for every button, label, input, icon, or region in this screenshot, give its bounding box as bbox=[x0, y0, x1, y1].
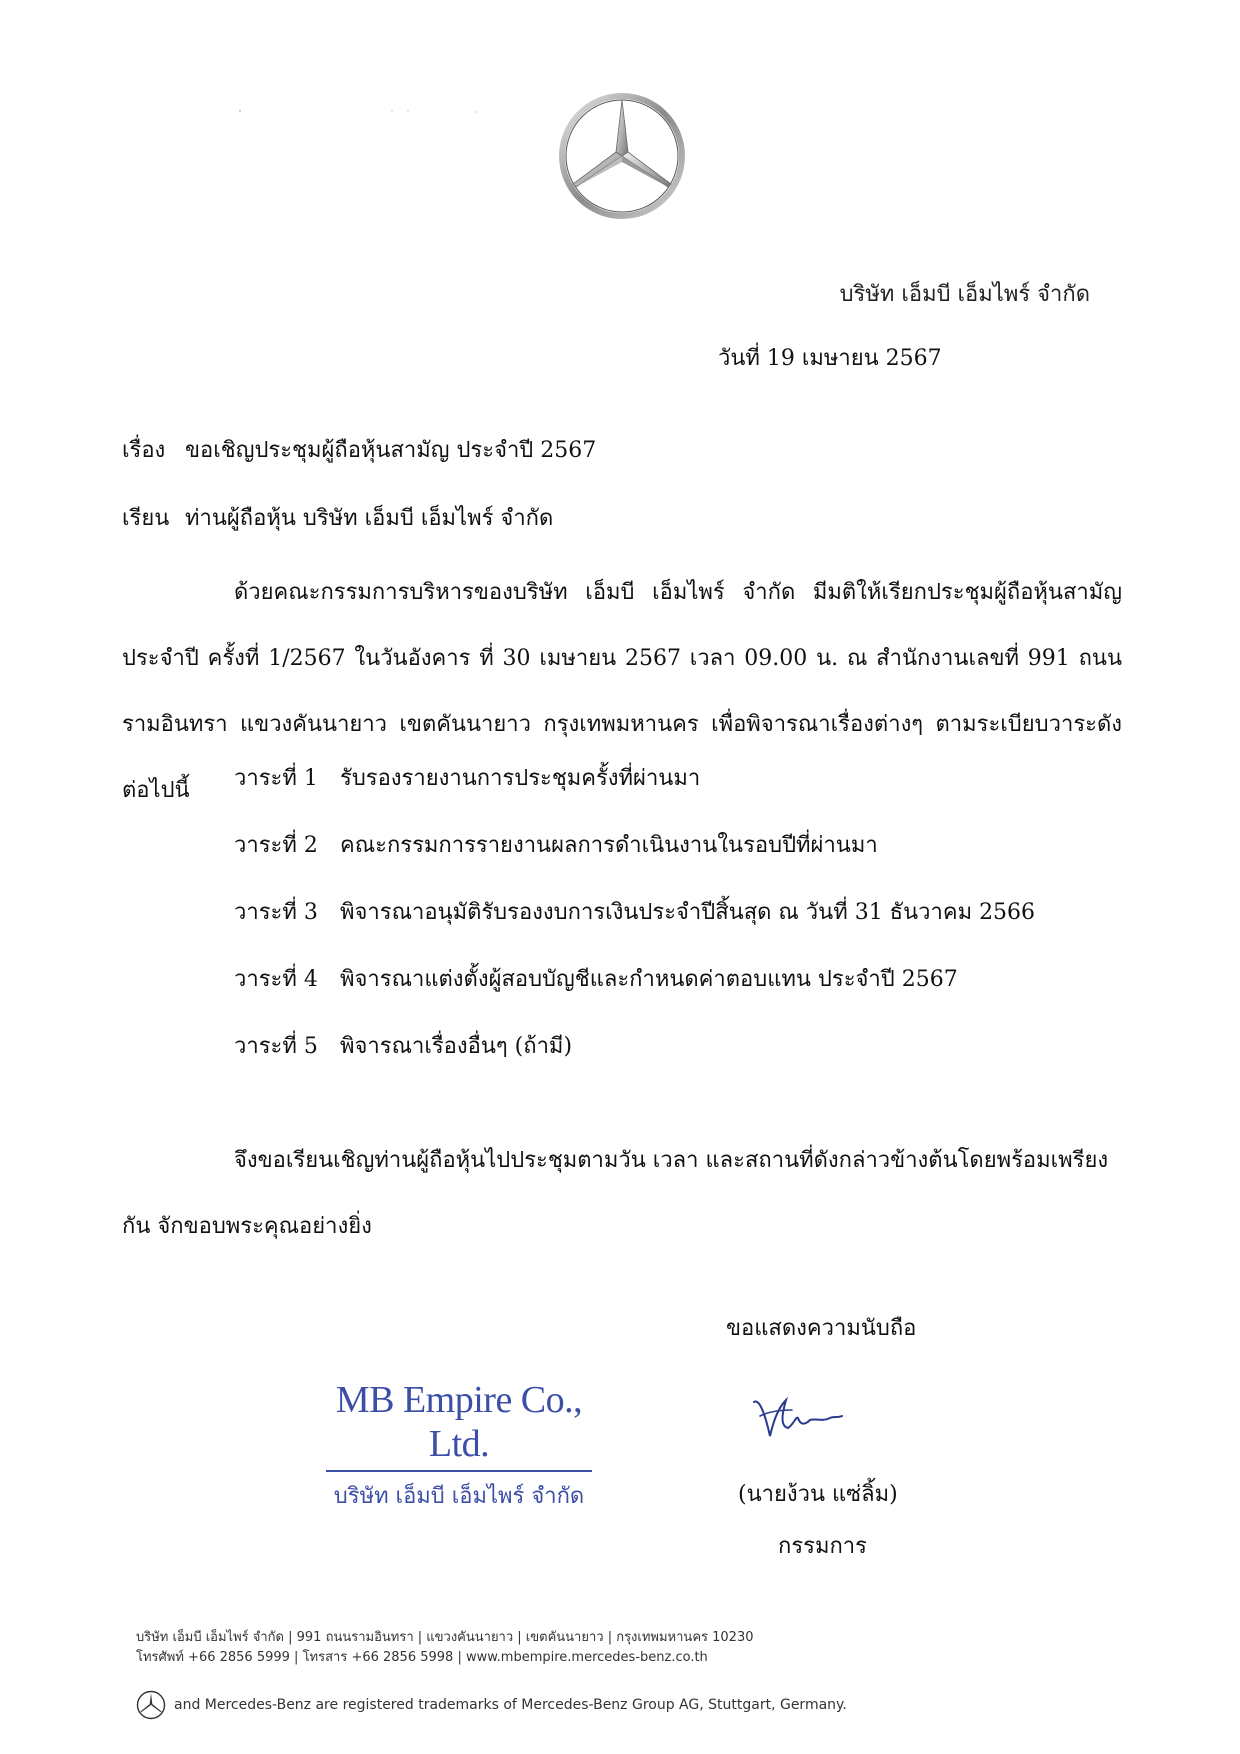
stamp-name-en: MB Empire Co., Ltd. bbox=[335, 1379, 583, 1465]
closing-salutation: ขอแสดงความนับถือ bbox=[726, 1316, 917, 1341]
agenda-text: รับรองรายงานการประชุมครั้งที่ผ่านมา bbox=[340, 766, 701, 791]
subject-line bbox=[122, 432, 596, 467]
mercedes-star-icon bbox=[136, 1690, 166, 1720]
stamp-rule bbox=[326, 1470, 592, 1472]
agenda-number: วาระที่ 4 bbox=[234, 967, 318, 992]
agenda-number: วาระที่ 5 bbox=[234, 1034, 318, 1059]
company-stamp bbox=[318, 1378, 600, 1513]
subject-text: ขอเชิญประชุมผู้ถือหุ้นสามัญ ประจำปี 2567 bbox=[185, 438, 597, 463]
signer-title: กรรมการ bbox=[778, 1534, 867, 1559]
recipient-line bbox=[122, 500, 553, 535]
recipient-text: ท่านผู้ถือหุ้น บริษัท เอ็มบี เอ็มไพร์ จำกัด bbox=[185, 506, 554, 531]
letter-date: วันที่ 19 เมษายน 2567 bbox=[718, 346, 942, 371]
agenda-list bbox=[234, 760, 1035, 1095]
agenda-item bbox=[234, 760, 1035, 827]
body-paragraph-2: จึงขอเรียนเชิญท่านผู้ถือหุ้นไปประชุมตามวัน เวลา และสถานที่ดังกล่าวข้างต้นโดยพร้อมเพรียงกัน จักขอบพระคุณอย่างยิ่ง bbox=[122, 1148, 1109, 1239]
agenda-text: คณะกรรมการรายงานผลการดำเนินงานในรอบปีที่ผ่านมา bbox=[340, 833, 878, 858]
agenda-text: พิจารณาแต่งตั้งผู้สอบบัญชีและกำหนดค่าตอบแทน ประจำปี 2567 bbox=[340, 967, 958, 992]
recipient-label: เรียน bbox=[122, 506, 170, 531]
agenda-item bbox=[234, 894, 1035, 961]
subject-label: เรื่อง bbox=[122, 438, 166, 463]
mercedes-star-icon bbox=[558, 92, 686, 220]
agenda-number: วาระที่ 3 bbox=[234, 900, 318, 925]
agenda-number: วาระที่ 2 bbox=[234, 833, 318, 858]
footer-contact: โทรศัพท์ +66 2856 5999 | โทรสาร +66 2856 5998 | www.mbempire.mercedes-benz.co.th bbox=[136, 1650, 708, 1665]
trademark-text: and Mercedes-Benz are registered trademarks of Mercedes-Benz Group AG, Stuttgart, Germany. bbox=[174, 1697, 847, 1713]
signature bbox=[746, 1388, 846, 1452]
agenda-text: พิจารณาอนุมัติรับรองงบการเงินประจำปีสิ้นสุด ณ วันที่ 31 ธันวาคม 2566 bbox=[340, 900, 1036, 925]
agenda-item bbox=[234, 827, 1035, 894]
agenda-item bbox=[234, 961, 1035, 1028]
signer-name: (นายง้วน แซ่ลิ้ม) bbox=[738, 1482, 898, 1507]
stamp-name-th: บริษัท เอ็มบี เอ็มไพร์ จำกัด bbox=[333, 1484, 585, 1509]
footer-address: บริษัท เอ็มบี เอ็มไพร์ จำกัด | 991 ถนนรามอินทรา | แขวงคันนายาว | เขตคันนายาว | กรุงเทพมหานคร 10230 bbox=[136, 1630, 754, 1645]
scan-specks bbox=[236, 108, 496, 114]
agenda-number: วาระที่ 1 bbox=[234, 766, 318, 791]
footer-trademark bbox=[136, 1690, 847, 1720]
agenda-text: พิจารณาเรื่องอื่นๆ (ถ้ามี) bbox=[340, 1034, 573, 1059]
agenda-item bbox=[234, 1028, 1035, 1095]
body-paragraph-1: ด้วยคณะกรรมการบริหารของบริษัท เอ็มบี เอ็มไพร์ จำกัด มีมติให้เรียกประชุมผู้ถือหุ้นสามัญ ประจำปี ครั้งที่ 1/2567 ในวันอังคาร ที่ 30 เมษายน 2567 เวลา 09.00 น. ณ สำนักงานเลขที่ 991 ถนนรามอินทรา แขวงคันนายาว เขตคันนายาว กรุงเทพมหานคร เพื่อพิจารณาเรื่องต่างๆ ตามระเบียบวาระดังต่อไปนี้ bbox=[122, 580, 1122, 803]
letterhead-company-name: บริษัท เอ็มบี เอ็มไพร์ จำกัด bbox=[839, 282, 1090, 307]
